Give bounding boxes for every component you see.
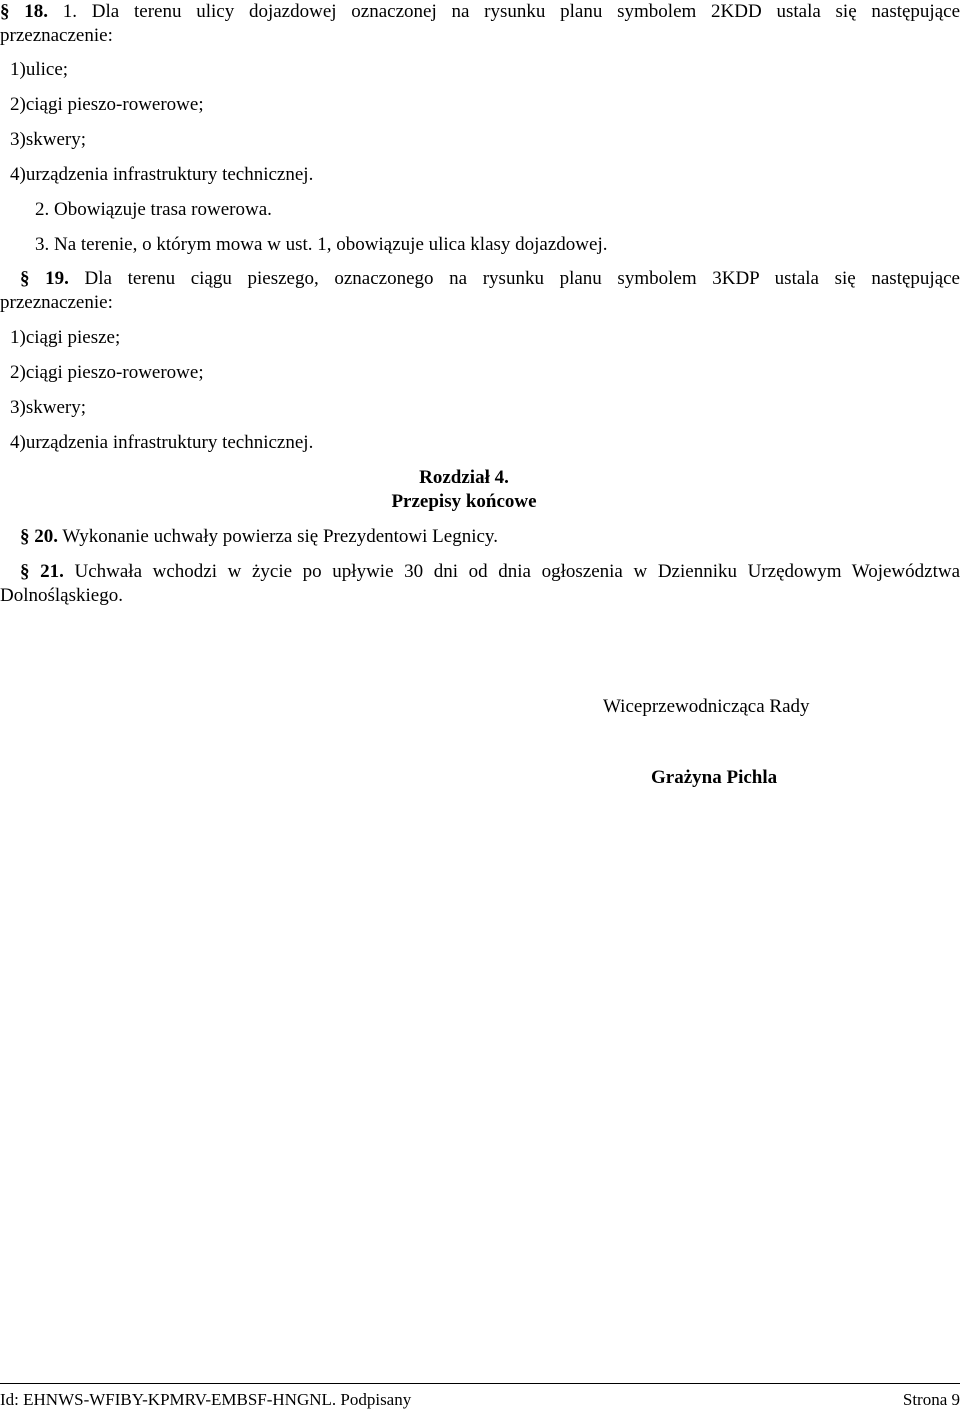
footer-divider — [0, 1383, 960, 1384]
section-18-item-1: 1)ulice; — [10, 59, 69, 80]
section-21-text: Uchwała wchodzi w życie po upływie 30 dni od dnia ogłoszenia w Dzienniku Urzędowym Województwa — [74, 561, 960, 582]
section-18-paragraph-3: 3. Na terenie, o którym mowa w ust. 1, obowiązuje ulica klasy dojazdowej. — [35, 234, 608, 255]
section-20-number: § 20. — [20, 526, 58, 547]
section-19-item-3: 3)skwery; — [10, 397, 86, 418]
section-19-item-2: 2)ciągi pieszo-rowerowe; — [10, 362, 204, 383]
section-19-text: Dla terenu ciągu pieszego, oznaczonego na rysunku planu symbolem 3KDP ustala się następujące — [84, 268, 960, 289]
section-19-continuation: przeznaczenie: — [0, 292, 113, 313]
section-19-item-4: 4)urządzenia infrastruktury technicznej. — [10, 432, 314, 453]
section-18-item-2: 2)ciągi pieszo-rowerowe; — [10, 94, 204, 115]
section-21-number: § 21. — [20, 561, 64, 582]
section-21-continuation: Dolnośląskiego. — [0, 585, 123, 606]
section-18-number: § 18. — [0, 1, 49, 22]
section-18-paragraph-2: 2. Obowiązuje trasa rowerowa. — [35, 199, 272, 220]
signature-role: Wiceprzewodnicząca Rady — [603, 696, 810, 717]
section-18-first-line — [0, 0, 960, 24]
section-19-first-line — [0, 267, 960, 291]
signature-name: Grażyna Pichla — [651, 767, 778, 788]
footer-document-id: Id: EHNWS-WFIBY-KPMRV-EMBSF-HNGNL. Podpisany — [0, 1390, 412, 1409]
section-19-number: § 19. — [20, 268, 69, 289]
section-21-first-line — [0, 560, 960, 584]
chapter-title: Rozdział 4. — [419, 467, 509, 488]
section-18-continuation: przeznaczenie: — [0, 25, 113, 46]
section-18-item-4: 4)urządzenia infrastruktury technicznej. — [10, 164, 314, 185]
section-20 — [20, 525, 498, 549]
footer-page-number: Strona 9 — [902, 1390, 960, 1409]
section-18-item-3: 3)skwery; — [10, 129, 86, 150]
section-20-text: Wykonanie uchwały powierza się Prezydentowi Legnicy. — [62, 526, 498, 547]
chapter-subtitle: Przepisy końcowe — [391, 491, 537, 512]
section-18-text: 1. Dla terenu ulicy dojazdowej oznaczonej na rysunku planu symbolem 2KDD ustala się następujące — [62, 1, 960, 22]
section-19-item-1: 1)ciągi piesze; — [10, 327, 121, 348]
